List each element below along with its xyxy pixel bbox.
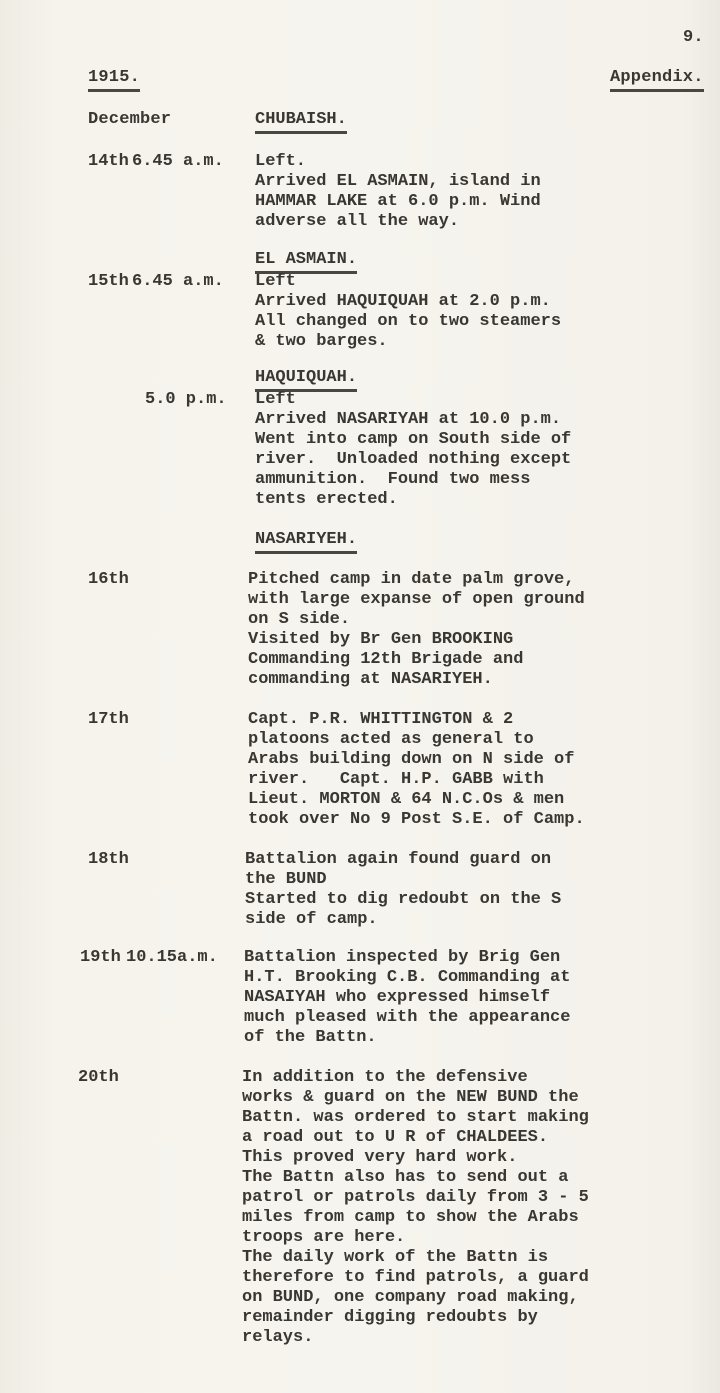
entry-line: Left [255, 272, 296, 291]
entry-line: Capt. P.R. WHITTINGTON & 2 [248, 710, 514, 729]
entry-line: HAMMAR LAKE at 6.0 p.m. Wind [255, 192, 541, 211]
entry-line: Battn. was ordered to start making [242, 1108, 589, 1127]
place-heading-haquiquah: HAQUIQUAH. [255, 368, 357, 392]
entry-line: Arrived NASARIYAH at 10.0 p.m. [255, 410, 562, 429]
entry-line: works & guard on the NEW BUND the [242, 1088, 579, 1107]
page-number: 9. [683, 28, 704, 47]
entry-line: The daily work of the Battn is [242, 1248, 549, 1267]
entry-line: Arrived EL ASMAIN, island in [255, 172, 541, 191]
entry-line: remainder digging redoubts by [242, 1308, 538, 1327]
entry-line: Pitched camp in date palm grove, [248, 570, 575, 589]
entry-line: river. Capt. H.P. GABB with [248, 770, 544, 789]
entry-line: therefore to find patrols, a guard [242, 1268, 589, 1287]
entry-line: Lieut. MORTON & 64 N.C.Os & men [248, 790, 565, 809]
entry-line: much pleased with the appearance [244, 1008, 571, 1027]
entry-line: the BUND [245, 870, 327, 889]
place-heading-nasariyeh: NASARIYEH. [255, 530, 357, 554]
entry-line: adverse all the way. [255, 212, 460, 231]
entry-line: Battalion again found guard on [245, 850, 552, 869]
year-heading: 1915. [88, 68, 140, 92]
entry-date: 20th [78, 1068, 119, 1087]
entry-line: In addition to the defensive [242, 1068, 528, 1087]
entry-body [248, 570, 585, 690]
place-heading-chubaish: CHUBAISH. [255, 110, 347, 134]
entry-line: commanding at NASARIYEH. [248, 670, 493, 689]
place-heading-el-asmain: EL ASMAIN. [255, 250, 357, 274]
entry-line: miles from camp to show the Arabs [242, 1208, 579, 1227]
entry-time: 5.0 p.m. [145, 390, 227, 409]
entry-line: tents erected. [255, 490, 398, 509]
appendix-heading: Appendix. [610, 68, 704, 92]
entry-line: Commanding 12th Brigade and [248, 650, 524, 669]
entry-date: 15th [88, 272, 129, 291]
entry-line: Left. [255, 152, 307, 171]
entry-line: a road out to U R of CHALDEES. [242, 1128, 549, 1147]
entry-date: 14th [88, 152, 129, 171]
entry-time: 6.45 a.m. [132, 272, 224, 291]
entry-line: took over No 9 Post S.E. of Camp. [248, 810, 585, 829]
entry-line: patrol or patrols daily from 3 - 5 [242, 1188, 589, 1207]
entry-date: 19th [80, 948, 121, 967]
entry-body [255, 152, 541, 232]
entry-date: 17th [88, 710, 129, 729]
entry-time: 10.15a.m. [126, 948, 218, 967]
entry-line: Started to dig redoubt on the S [245, 890, 562, 909]
entry-line: Left [255, 390, 296, 409]
entry-line: Battalion inspected by Brig Gen [244, 948, 561, 967]
entry-body [245, 850, 561, 930]
entry-line: This proved very hard work. [242, 1148, 518, 1167]
entry-line: Visited by Br Gen BROOKING [248, 630, 514, 649]
entry-line: platoons acted as general to [248, 730, 534, 749]
entry-body [255, 390, 571, 510]
entry-line: All changed on to two steamers [255, 312, 562, 331]
entry-time: 6.45 a.m. [132, 152, 224, 171]
entry-line: of the Battn. [244, 1028, 377, 1047]
entry-body [242, 1068, 589, 1348]
entry-line: river. Unloaded nothing except [255, 450, 572, 469]
entry-line: H.T. Brooking C.B. Commanding at [244, 968, 571, 987]
entry-line: side of camp. [245, 910, 378, 929]
entry-line: relays. [242, 1328, 314, 1347]
entry-body [248, 710, 585, 830]
entry-line: The Battn also has to send out a [242, 1168, 569, 1187]
entry-body [244, 948, 570, 1048]
entry-line: Went into camp on South side of [255, 430, 572, 449]
entry-date: 16th [88, 570, 129, 589]
entry-line: NASAIYAH who expressed himself [244, 988, 551, 1007]
entry-date: 18th [88, 850, 129, 869]
entry-body [255, 272, 561, 352]
entry-line: Arabs building down on N side of [248, 750, 575, 769]
entry-line: on BUND, one company road making, [242, 1288, 579, 1307]
entry-line: & two barges. [255, 332, 388, 351]
entry-line: troops are here. [242, 1228, 406, 1247]
entry-line: Arrived HAQUIQUAH at 2.0 p.m. [255, 292, 551, 311]
month-label: December [88, 110, 172, 129]
entry-line: with large expanse of open ground [248, 590, 585, 609]
entry-line: on S side. [248, 610, 351, 629]
entry-line: ammunition. Found two mess [255, 470, 531, 489]
